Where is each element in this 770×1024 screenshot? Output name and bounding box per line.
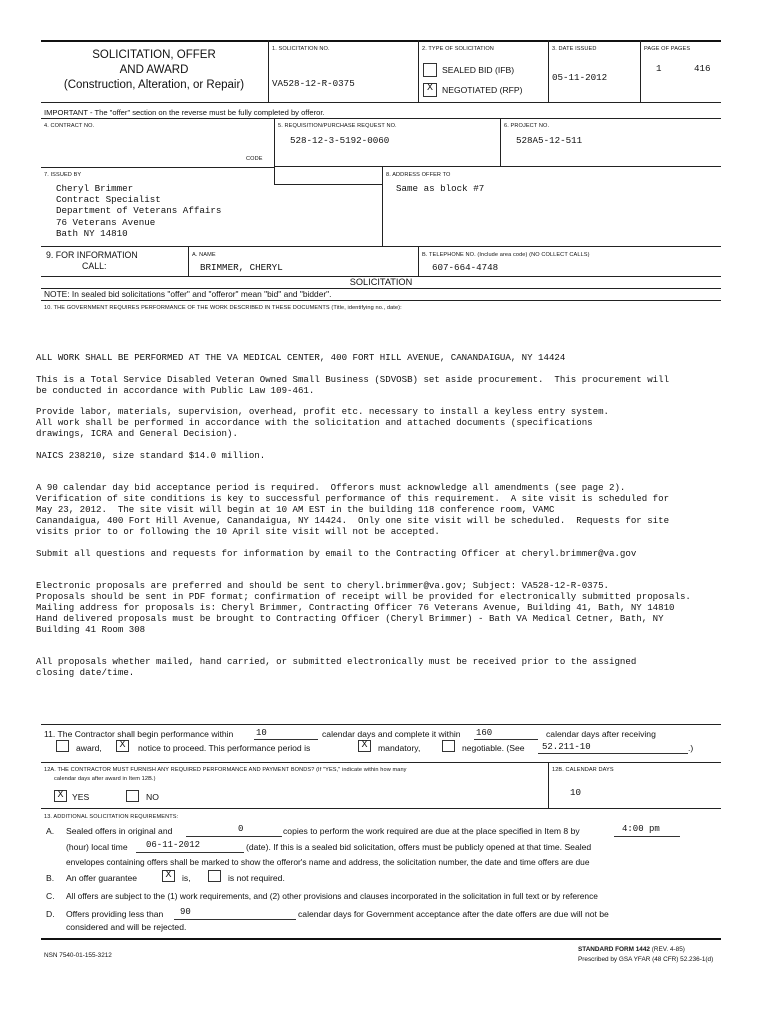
description-paragraph: Electronic proposals are preferred and should be sent to cheryl.brimmer@va.gov; Subject: VA528-12-R-0375. Proposals should be sent in PDF format; confirmation of receipt will be provided for electronically submitted proposals. Mailing address for proposals is: Cheryl Brimmer, Contracting Officer 76 Veterans Avenue, Building 41, Bath, NY 14810 Hand delivered proposals must be brought to Contracting Officer (Cheryl Brimmer) - Bath VA Medical Cetner, Bath, NY Building 41 Room 308: [36, 580, 691, 635]
award-label: award,: [76, 743, 102, 753]
page-of-pages-label: PAGE OF PAGES: [644, 46, 691, 52]
item-c-letter: C.: [46, 891, 55, 901]
requisition-no-label: 5. REQUISITION/PURCHASE REQUEST NO.: [278, 123, 397, 129]
rule: [41, 762, 721, 763]
block11-text3: calendar days after receiving: [546, 729, 656, 739]
block11-text2: calendar days and complete it within: [322, 729, 461, 739]
divider: [268, 40, 269, 102]
begin-days[interactable]: 10: [256, 728, 267, 738]
underline: [254, 739, 318, 740]
description-paragraph: A 90 calendar day bid acceptance period is required. Offerors must acknowledge all amendments (see page 2). Verification of site conditions is key to successful performance of this requirement. A site visit is scheduled for May 23, 2012. The site visit will begin at 10 AM EST in the building 118 conference room, VAMC Canandaigua, 400 Fort Hill Avenue, Canandaigua, NY 14424. Only one site visit will be scheduled. Requests for site visits prior to or following the 10 April site visit will not be accepted.: [36, 482, 670, 537]
contract-no-label: 4. CONTRACT NO.: [44, 123, 95, 129]
issued-by-line: Contract Specialist: [56, 194, 161, 206]
solicitation-no-label: 1. SOLICITATION NO.: [272, 46, 330, 52]
issued-by-line: Cheryl Brimmer: [56, 183, 134, 194]
item-b-letter: B.: [46, 873, 55, 883]
for-information-line2: CALL:: [82, 261, 107, 271]
divider: [188, 246, 189, 276]
work-description-label: 10. THE GOVERNMENT REQUIRES PERFORMANCE OF THE WORK DESCRIBED IN THESE DOCUMENTS (Title, identifying no., date):: [44, 305, 402, 311]
solicitation-no: VA528-12-R-0375: [272, 78, 355, 89]
issued-by-label: 7. ISSUED BY: [44, 172, 82, 178]
page-number: 1: [656, 63, 662, 74]
requisition-no: 528-12-3-5192-0060: [290, 135, 390, 146]
nsn-number: NSN 7540-01-155-3212: [44, 952, 112, 959]
code-label: CODE: [246, 156, 263, 162]
item-a-text4: (date). If this is a sealed bid solicitation, offers must be publicly opened at that time. Sealed: [246, 842, 592, 852]
project-no: 528A5-12-511: [516, 135, 583, 146]
prescribed-by: Prescribed by GSA YFAR (48 CFR) 52.236-1(d): [578, 956, 714, 963]
divider: [548, 40, 549, 102]
bonds-yes-checkbox[interactable]: X: [54, 790, 67, 802]
telephone: 607-664-4748: [432, 262, 499, 273]
underline: [614, 836, 680, 837]
for-information-line1: 9. FOR INFORMATION: [46, 250, 138, 260]
item-a-letter: A.: [46, 826, 55, 836]
standard-form-revision: (REV. 4-85): [651, 946, 685, 953]
divider: [382, 166, 383, 246]
due-date[interactable]: 06-11-2012: [146, 840, 201, 850]
rule: [274, 166, 721, 167]
divider: [548, 762, 549, 808]
negotiable-label: negotiable. (See: [462, 743, 525, 753]
description-paragraph: This is a Total Service Disabled Veteran Owned Small Business (SDVOSB) set aside procurement. This procurement will be conducted in accordance with Public Law 109-461.: [36, 374, 670, 396]
form-title-line2: AND AWARD: [119, 64, 189, 76]
underline: [186, 836, 282, 837]
bonds-no-label: NO: [146, 792, 159, 802]
divider: [640, 40, 641, 102]
address-offer-to: Same as block #7: [396, 183, 485, 194]
divider: [418, 246, 419, 276]
rule: [41, 724, 721, 725]
contact-name-label: A. NAME: [192, 252, 216, 258]
item-b-text: An offer guarantee: [66, 873, 138, 883]
form-title-line1: SOLICITATION, OFFER: [92, 49, 216, 61]
standard-form: [578, 946, 685, 953]
project-no-label: 6. PROJECT NO.: [504, 123, 550, 129]
item-d-text3: considered and will be rejected.: [66, 922, 187, 932]
date-issued: 05-11-2012: [552, 72, 608, 83]
divider: [418, 40, 419, 102]
issued-by-address: [56, 183, 221, 239]
acceptance-days[interactable]: 90: [180, 907, 191, 917]
calendar-days: 10: [570, 787, 582, 798]
description-paragraph: NAICS 238210, size standard $14.0 million.: [36, 450, 266, 461]
guarantee-is-checkbox[interactable]: X: [162, 870, 175, 882]
issued-by-line: Bath NY 14810: [56, 227, 128, 239]
description-paragraph: Submit all questions and requests for information by email to the Contracting Officer at cheryl.brimmer@va.gov: [36, 548, 637, 559]
address-offer-to-label: 8. ADDRESS OFFER TO: [386, 172, 451, 178]
notice-to-proceed-label: notice to proceed. This performance period is: [138, 743, 311, 753]
block11-close: .): [688, 743, 694, 753]
item-a-text5: envelopes containing offers shall be marked to show the offeror's name and address, the solicitation number, the date and time offers are due: [66, 857, 590, 867]
due-time[interactable]: 4:00 pm: [622, 824, 660, 834]
item-d-text1: Offers providing less than: [66, 909, 164, 919]
rule: [41, 808, 721, 809]
rule: [41, 167, 274, 168]
description-paragraph: Provide labor, materials, supervision, overhead, profit etc. necessary to install a keyless entry system. All work shall be performed in accordance with the solicitation and attached documents (specifications drawings, ICRA and General Decision).: [36, 406, 609, 439]
negotiable-checkbox[interactable]: [442, 740, 455, 752]
bonds-no-checkbox[interactable]: [126, 790, 139, 802]
item-a-text1: Sealed offers in original and: [66, 826, 173, 836]
type-of-solicitation-label: 2. TYPE OF SOLICITATION: [422, 46, 494, 52]
guarantee-is-not-label: is not required.: [228, 873, 285, 883]
additional-requirements-label: 13. ADDITIONAL SOLICITATION REQUIREMENTS:: [44, 814, 179, 820]
rule: [41, 246, 721, 247]
rule: [41, 300, 721, 301]
sealed-bid-label: SEALED BID (IFB): [442, 65, 515, 75]
contact-name: BRIMMER, CHERYL: [200, 262, 283, 273]
sealed-bid-checkbox[interactable]: [423, 63, 437, 77]
bonds-yes-label: YES: [72, 792, 90, 802]
form-title: [42, 48, 266, 93]
telephone-label: B. TELEPHONE NO. (Include area code) (NO COLLECT CALLS): [422, 252, 590, 258]
item-d-text2: calendar days for Government acceptance after the date offers are due will not be: [298, 909, 609, 919]
bonds-label-2: calendar days after award in Item 12B.): [54, 776, 156, 782]
underline: [538, 753, 688, 754]
award-checkbox[interactable]: [56, 740, 69, 752]
see-clause[interactable]: 52.211-10: [542, 742, 591, 752]
sealed-bid-note: NOTE: In sealed bid solicitations "offer" and "offeror" mean "bid" and "bidder".: [44, 289, 332, 299]
date-issued-label: 3. DATE ISSUED: [552, 46, 597, 52]
underline: [474, 739, 538, 740]
rule: [274, 184, 382, 185]
item-c-text: All offers are subject to the (1) work requirements, and (2) other provisions and clauses incorporated in the solicitation in full text or by reference: [66, 891, 598, 901]
divider: [500, 118, 501, 166]
notice-to-proceed-checkbox[interactable]: X: [116, 740, 129, 752]
mandatory-label: mandatory,: [378, 743, 421, 753]
block11-text1: 11. The Contractor shall begin performance within: [44, 729, 234, 739]
guarantee-is-label: is,: [182, 873, 191, 883]
top-rule: [41, 40, 721, 42]
underline: [136, 852, 244, 853]
divider: [274, 118, 275, 184]
description-paragraph: ALL WORK SHALL BE PERFORMED AT THE VA MEDICAL CENTER, 400 FORT HILL AVENUE, CANANDAIGUA, NY 14424: [36, 352, 566, 363]
guarantee-is-not-checkbox[interactable]: [208, 870, 221, 882]
form-title-line3: (Construction, Alteration, or Repair): [63, 79, 245, 91]
standard-form-number: STANDARD FORM 1442: [578, 946, 650, 953]
issued-by-line: 76 Veterans Avenue: [56, 216, 156, 228]
description-paragraph: All proposals whether mailed, hand carried, or submitted electronically must be received prior to the assigned closing date/time.: [36, 656, 637, 678]
item-a-text2: copies to perform the work required are due at the place specified in Item 8 by: [283, 826, 580, 836]
issued-by-line: Department of Veterans Affairs: [56, 205, 222, 217]
bottom-rule: [41, 938, 721, 940]
negotiated-checkbox[interactable]: X: [423, 83, 437, 97]
copies[interactable]: 0: [238, 824, 244, 834]
for-information-label: [46, 250, 138, 272]
bonds-label: 12A. THE CONTRACTOR MUST FURNISH ANY REQUIRED PERFORMANCE AND PAYMENT BONDS? (If "YES," indicate within how many: [44, 767, 407, 773]
total-pages: 416: [694, 63, 711, 74]
important-note: IMPORTANT - The "offer" section on the reverse must be fully completed by offeror.: [44, 108, 325, 117]
negotiated-label: NEGOTIATED (RFP): [442, 85, 523, 95]
item-d-letter: D.: [46, 909, 55, 919]
rule: [41, 118, 721, 119]
calendar-days-label: 12B. CALENDAR DAYS: [552, 767, 614, 773]
solicitation-heading: SOLICITATION: [349, 277, 413, 287]
complete-days[interactable]: 160: [476, 728, 493, 738]
underline: [174, 919, 296, 920]
rule: [41, 102, 721, 103]
mandatory-checkbox[interactable]: X: [358, 740, 371, 752]
item-a-text3: (hour) local time: [66, 842, 128, 852]
